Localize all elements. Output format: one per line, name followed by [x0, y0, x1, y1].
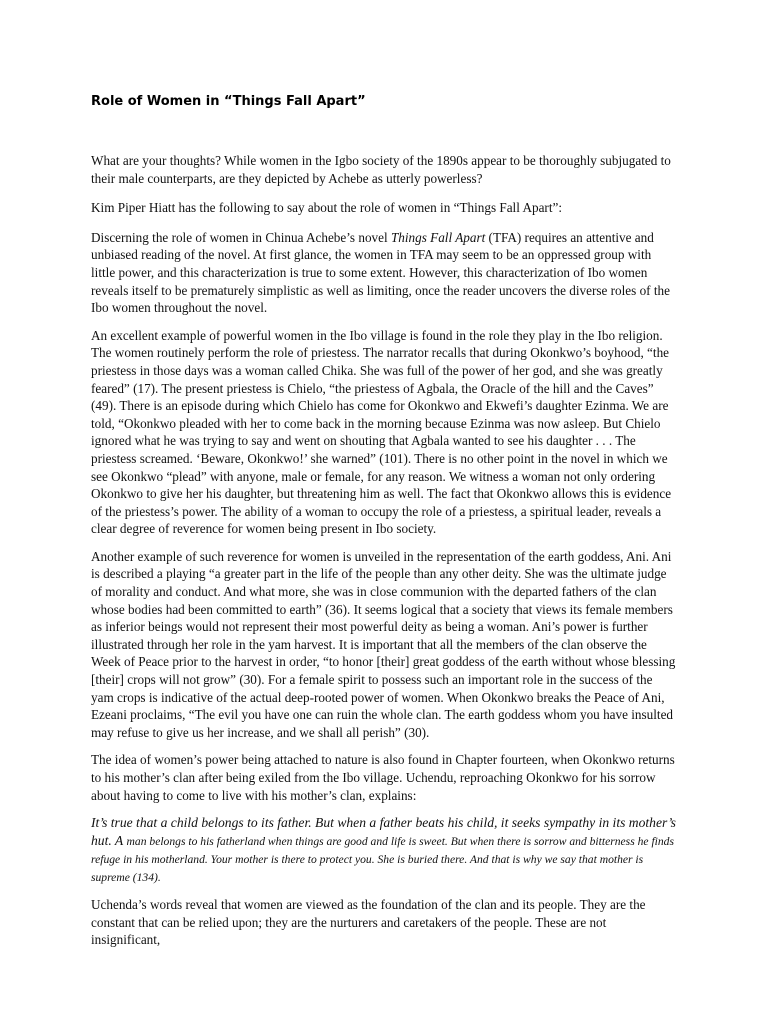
paragraph-discerning-role-pre: Discerning the role of women in Chinua Achebe’s novel — [91, 229, 391, 245]
book-title-italic: Things Fall Apart — [390, 229, 486, 245]
document-title: Role of Women in “Things Fall Apart” — [91, 94, 366, 109]
document-body — [91, 152, 676, 959]
paragraph-intro-question: What are your thoughts? While women in the Igbo society of the 1890s appear to be thoroughly subjugated to their male counterparts, are they depicted by Achebe as utterly powerless? — [91, 153, 671, 186]
paragraph-earth-goddess: Another example of such reverence for women is unveiled in the representation of the earth goddess, Ani. Ani is described a playing “a greater part in the life of the people than any other deity. She was the ultimate judge of morality and conduct. And what more, she was in close communion with the departed fathers of the clan whose bodies had been committed to earth” (36). It seems logical that a society that views its female members as inferior beings would not represent their most powerful deity as being a woman. Ani’s power is further illustrated through her role in the yam harvest. It is important that all the members of the clan observe the Week of Peace prior to the harvest in order, “to honor [their] great goddess of the earth without whose blessing [their] crops will not grow” (30). For a female spirit to possess such an important role in the success of the yam crops is indicative of the actual deep-rooted power of women. When Okonkwo breaks the Peace of Ani, Ezeani proclaims, “The evil you have one can ruin the whole clan. The earth goddess whom you have insulted may refuse to give us her increase, and we shall all perish” (30). — [91, 548, 676, 740]
paragraph-nature-power: The idea of women’s power being attached to nature is also found in Chapter fourteen, when Okonkwo returns to his mother’s clan after being exiled from the Ibo village. Uchendu, reproaching Okonkwo for his sorrow about having to come to live with his mother’s clan, explains: — [91, 752, 675, 803]
paragraph-hiatt-intro: Kim Piper Hiatt has the following to say about the role of women in “Things Fall Apart”: — [91, 200, 563, 216]
paragraph-discerning-role — [91, 229, 676, 317]
paragraph-uchenda-words: Uchenda’s words reveal that women are viewed as the foundation of the clan and its people. They are the constant that can be relied upon; they are the nurturers and caretakers of the people. These are not insignificant, — [91, 897, 646, 948]
block-quote-uchendu — [91, 814, 676, 886]
block-quote-rest: man belongs to his fatherland when things are good and life is sweet. But when there is sorrow and bitterness he finds refuge in his motherland. Your mother is there to protect you. She is buried there. And that is why we say that mother is supreme (134). — [91, 834, 674, 884]
paragraph-priestess-example: An excellent example of powerful women in the Ibo village is found in the role they play in the Ibo religion. The women routinely perform the role of priestess. The narrator recalls that during Okonkwo’s boyhood, “the priestess in those days was a woman called Chika. She was full of the power of her god, and she was greatly feared” (17). The present priestess is Chielo, “the priestess of Agbala, the Oracle of the hill and the Caves” (49). There is an episode during which Chielo has come for Okonkwo and Ekwefi’s daughter Ezinma. We are told, “Okonkwo pleaded with her to come back in the morning because Ezinma was now asleep. But Chielo ignored what he was trying to say and went on shouting that Agbala wanted to see his daughter . . . The priestess screamed. ‘Beware, Okonkwo!’ she warned” (101). There is no other point in the novel in which we see Okonkwo “plead” with anyone, male or female, for any reason. We witness a woman not only ordering Okonkwo to give her his daughter, but threatening him as well. The fact that Okonkwo allows this is evidence of the priestess’s power. The ability of a woman to occupy the role of a priestess, a spiritual leader, reveals a clear degree of reverence for women being present in Ibo society. — [91, 327, 672, 537]
paragraph-discerning-role-post: (TFA) requires an attentive and unbiased reading of the novel. At first glance, the women in TFA may seem to be an oppressed group with little power, and this characterization is true to some extent. However, this characterization of Ibo women reveals itself to be prematurely simplistic as well as limiting, once the reader uncovers the diverse roles of the Ibo women throughout the novel. — [91, 229, 670, 316]
block-quote-lead: It’s true that a child belongs to its father. But when a father beats his child, it seeks sympathy in its mother’s hut. A — [91, 815, 676, 848]
